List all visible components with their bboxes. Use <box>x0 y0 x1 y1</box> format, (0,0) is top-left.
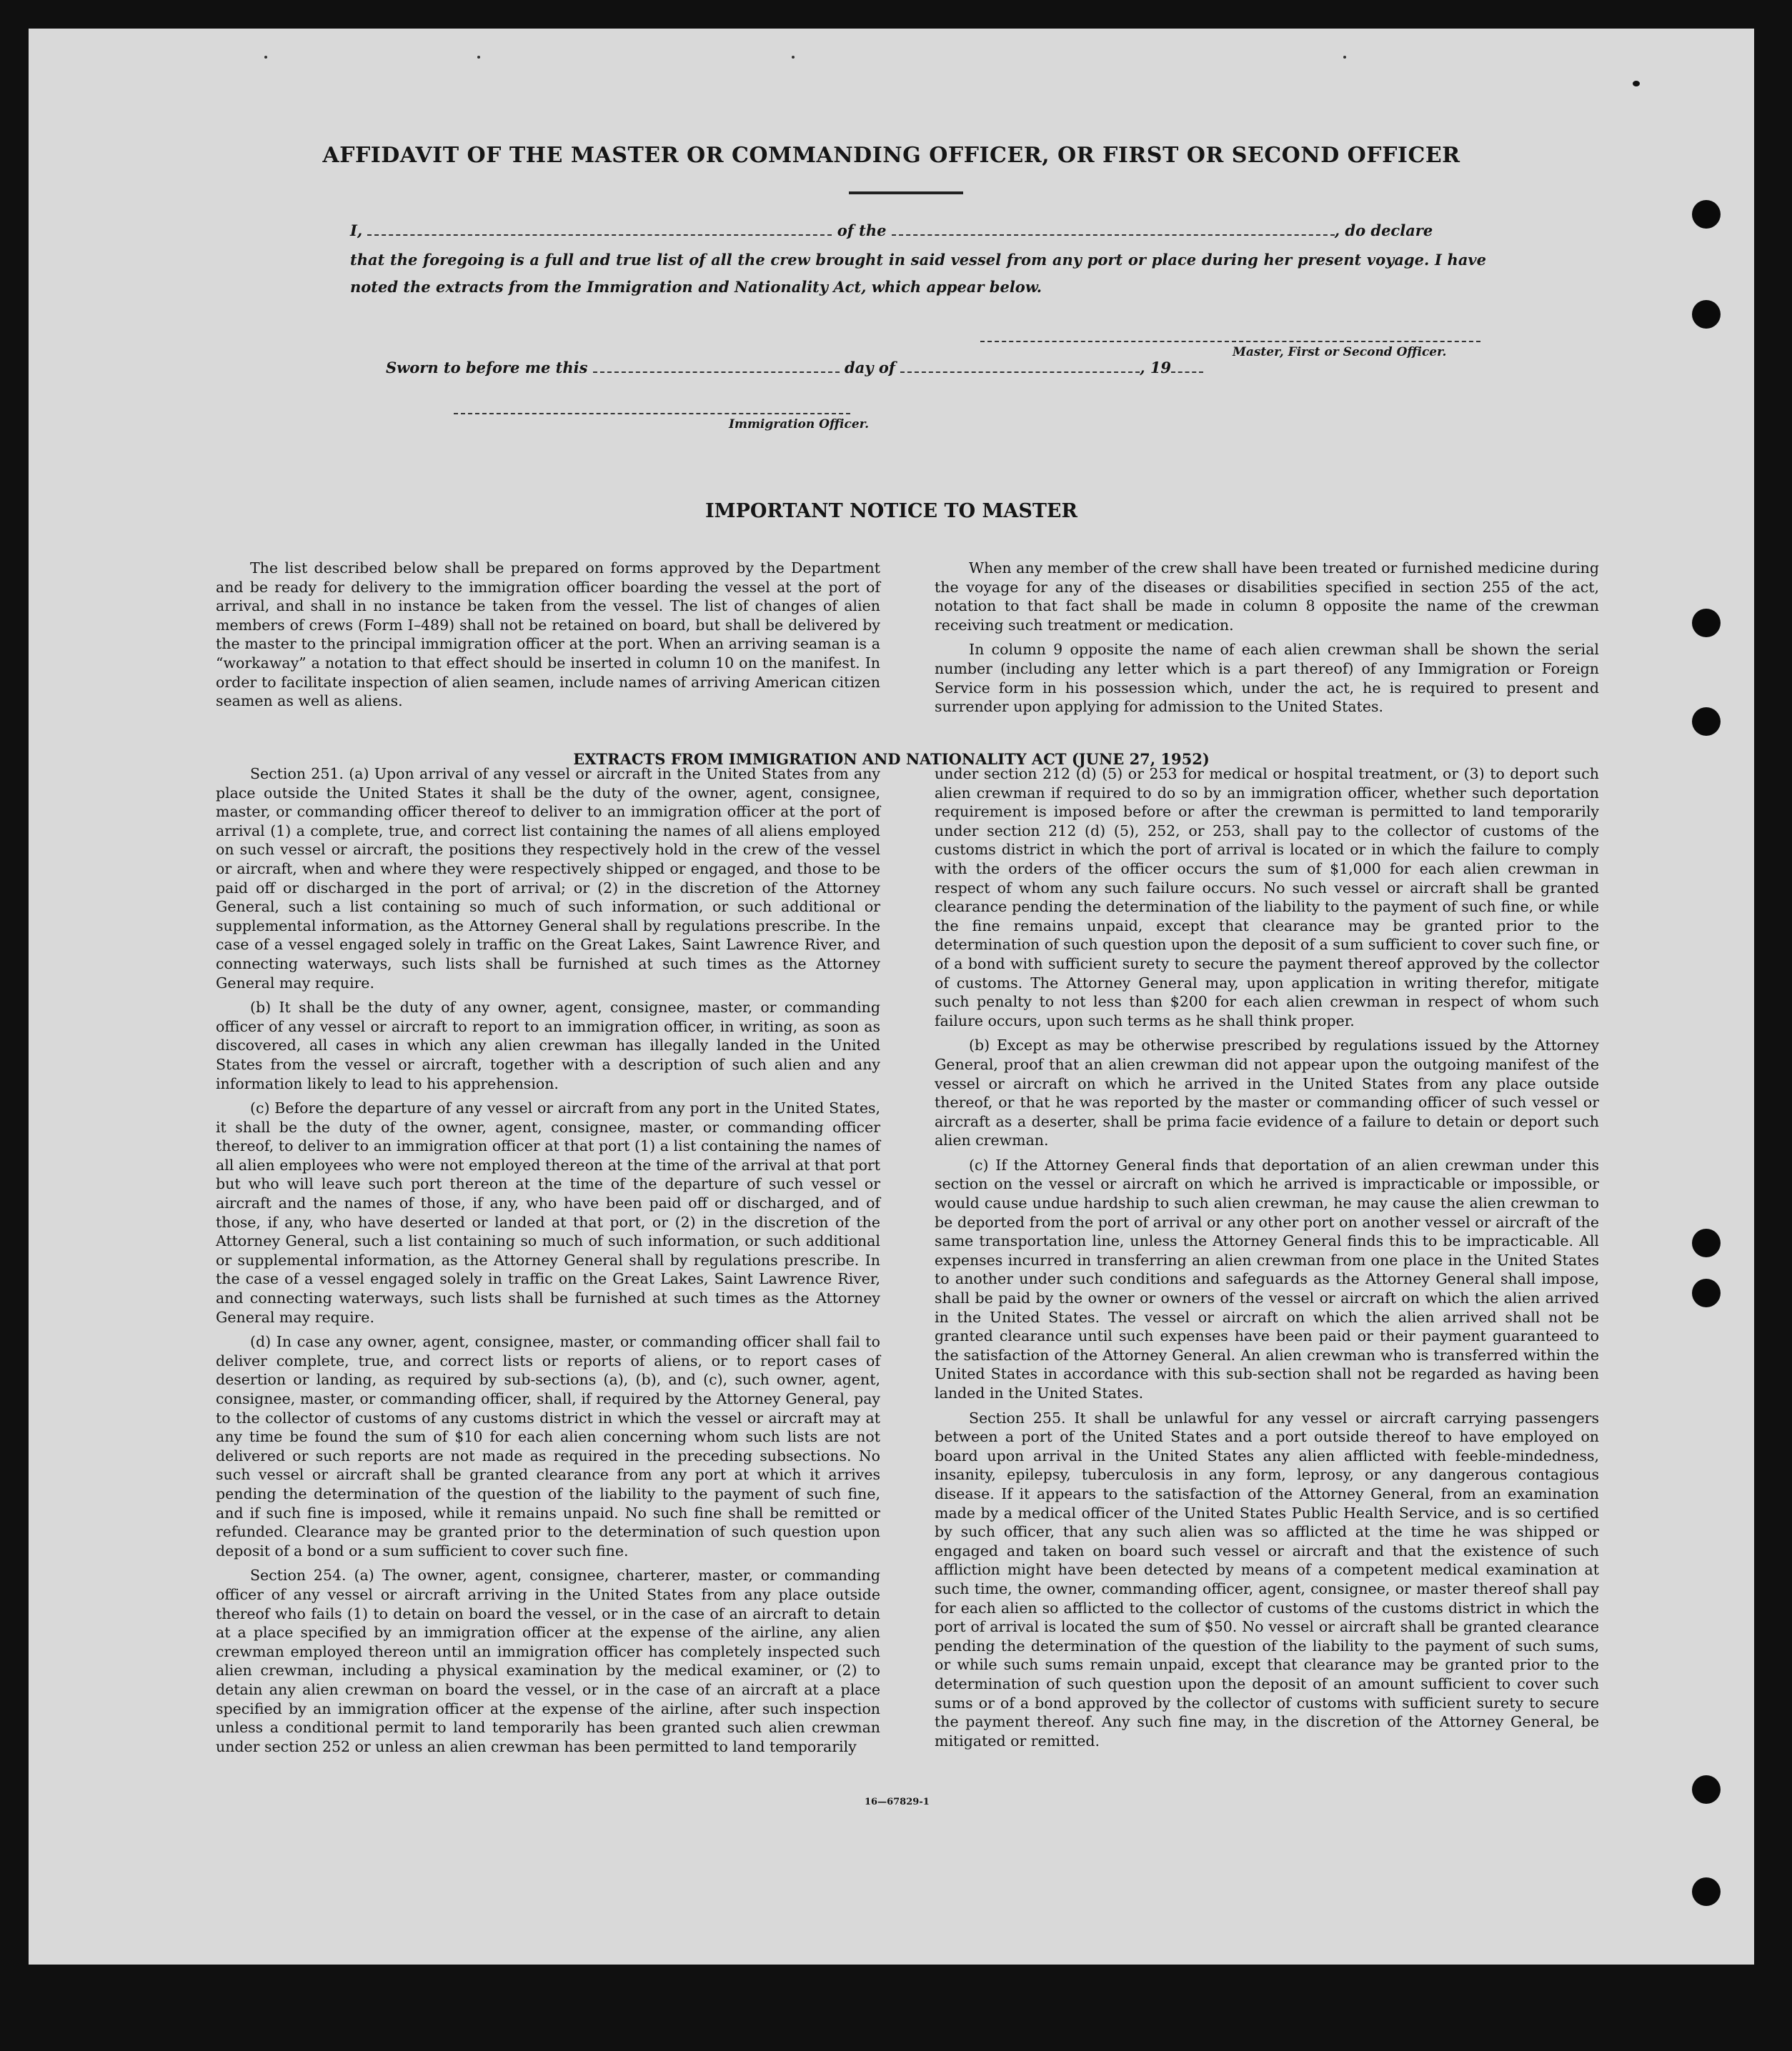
month-blank[interactable] <box>900 360 1140 373</box>
extract-paragraph: Section 251. (a) Upon arrival of any vessel or aircraft in the United States from any place outside the United States it shall be the duty of the owner, agent, consignee, master, or commanding officer thereof to deliver to an immigration officer at the port of arrival (1) a complete, true, and correct list containing the names of all aliens employed on such vessel or aircraft, the positions they respectively hold in the crew of the vessel or aircraft, when and where they were respectively shipped or engaged, and those to be paid off or discharged in the port of arrival; or (2) in the discretion of the Attorney General, such a list containing so much of such information, or such additional or supplemental information, as the Attorney General shall by regulations prescribe. In the case of a vessel engaged solely in traffic on the Great Lakes, Saint Lawrence River, and connecting waterways, such lists shall be furnished at such times as the Attorney General may require. <box>216 765 880 992</box>
notice-paragraph: In column 9 opposite the name of each alien crewman shall be shown the serial number (including any letter which is a part thereof) of any Immigration or Foreign Service form in his possession which, under the act, he is required to present and surrender upon applying for admission to the United States. <box>935 641 1599 716</box>
extracts-right-column <box>935 764 1599 1756</box>
master-signature-line[interactable] <box>980 341 1480 342</box>
top-ink-mark <box>1633 81 1640 86</box>
dust-speck <box>1343 56 1346 59</box>
name-blank[interactable] <box>367 223 832 236</box>
officer-signature-line[interactable] <box>454 413 850 414</box>
extract-paragraph: (b) Except as may be otherwise prescribed by regulations issued by the Attorney General, proof that an alien crewman did not appear upon the outgoing manifest of the vessel or aircraft on which he arrived in the United States from any place outside thereof, or that he was reported by the master or commanding officer of such vessel or aircraft as a deserter, shall be prima facie evidence of a failure to detain or deport such alien crewman. <box>935 1037 1599 1149</box>
i-label: I, <box>350 221 363 239</box>
punch-hole <box>1692 707 1721 736</box>
declaration-line <box>350 221 1486 239</box>
notice-paragraph: When any member of the crew shall have been treated or furnished medicine during the voyage for any of the diseases or disabilities specified in section 255 of the act, notation to that fact shall be made in column 8 opposite the name of the crewman receiving such treatment or medication. <box>935 559 1599 634</box>
extract-paragraph: (d) In case any owner, agent, consignee, master, or commanding officer shall fail to deliver complete, true, and correct lists or reports of aliens, or to report cases of desertion or landing, as required by sub-sections (a), (b), and (c), such owner, agent, consignee, master, or commanding officer, shall, if required by the Attorney General, pay to the collector of customs of any customs district in which the vessel or aircraft may at any time be found the sum of $10 for each alien concerning whom such lists are not delivered or such reports are not made as required in the preceding subsections. No such vessel or aircraft shall be granted clearance from any port at which it arrives pending the determination of the question of the liability to the payment of such fine, and if such fine is imposed, while it remains unpaid. No such fine shall be remitted or refunded. Clearance may be granted prior to the determination of such question upon deposit of a bond or a sum sufficient to cover such fine. <box>216 1333 880 1560</box>
dust-speck <box>477 56 480 59</box>
extract-paragraph: (c) If the Attorney General finds that deportation of an alien crewman under this section on the vessel or aircraft on which he arrived is impracticable or impossible, or would cause undue hardship to such alien crewman, he may cause the alien crewman to be deported from the port of arrival or any other port on another vessel or aircraft of the same transportation line, unless the Attorney General finds this to be impracticable. All expenses incurred in transferring an alien crewman from one place in the United States to another under such conditions and safeguards as the Attorney General shall impose, shall be paid by the owner or owners of the vessel or aircraft on which the alien arrived in the United States. The vessel or aircraft on which the alien arrived shall not be granted clearance until such expenses have been paid or their payment guaranteed to the satisfaction of the Attorney General. An alien crewman who is transferred within the United States in accordance with this sub-section shall not be regarded as having been landed in the United States. <box>935 1156 1599 1402</box>
notice-right-column <box>935 559 1599 722</box>
extracts-left-column <box>216 764 880 1762</box>
sworn-label: Sworn to before me this <box>386 359 588 376</box>
extract-paragraph: (c) Before the departure of any vessel or aircraft from any port in the United States, it shall be the duty of the owner, agent, consignee, master, or commanding officer thereof, to deliver to an immigration officer at that port (1) a list containing the names of all alien employees who were not employed thereon at the time of the arrival at that port but who will leave such port thereon at the time of the departure of such vessel or aircraft and the names of those, if any, who have been paid off or discharged, and of those, if any, who have deserted or landed at that port, or (2) in the discretion of the Attorney General, such a list containing so much of such information, or such additional or supplemental information, as the Attorney General shall by regulations prescribe. In the case of a vessel engaged solely in traffic on the Great Lakes, Saint Lawrence River, and connecting waterways, such lists shall be furnished at such times as the Attorney General may require. <box>216 1099 880 1326</box>
year-blank[interactable] <box>1171 360 1203 373</box>
extract-paragraph: Section 254. (a) The owner, agent, consignee, charterer, master, or commanding officer of any vessel or aircraft arriving in the United States from any place outside thereof who fails (1) to detain on board the vessel, or in the case of an aircraft to detain at a place specified by an immigration officer at the expense of the airline, any alien crewman employed thereon until an immigration officer has completely inspected such alien crewman, including a physical examination by the medical examiner, or (2) to detain any alien crewman on board the vessel, or in the case of an aircraft at a place specified by an immigration officer at the expense of the airline, after such inspection unless a conditional permit to land temporarily has been granted such alien crewman under section 252 or unless an alien crewman has been permitted to land temporarily <box>216 1567 880 1755</box>
dust-speck <box>264 56 267 59</box>
extract-paragraph: Section 255. It shall be unlawful for any vessel or aircraft carrying passengers between a port of the United States and a port outside thereof to have employed on board upon arrival in the United States any alien afflicted with feeble-mindedness, insanity, epilepsy, tuberculosis in any form, leprosy, or any dangerous contagious disease. If it appears to the satisfaction of the Attorney General, from an examination made by a medical officer of the United States Public Health Service, and is so certified by such officer, that any such alien was so afflicted at the time he was shipped or engaged and taken on board such vessel or aircraft and that the existence of such affliction might have been detected by means of a competent medical examination at such time, the owner, commanding officer, agent, consignee, or master thereof shall pay for each alien so afflicted to the collector of customs of the customs district in which the port of arrival is located the sum of $50. No vessel or aircraft shall be granted clearance pending the determination of the question of the liability to the payment of such sums, or while such sums remain unpaid, except that clearance may be granted prior to the determination of such question upon the deposit of an amount sufficient to cover such sums or of a bond approved by the collector of customs with sufficient surety to secure the payment thereof. Any such fine may, in the discretion of the Attorney General, be mitigated or remitted. <box>935 1409 1599 1750</box>
document-page <box>29 29 1754 1965</box>
notice-paragraph: The list described below shall be prepared on forms approved by the Department and be ready for delivery to the immigration officer boarding the vessel at the port of arrival, and shall in no instance be taken from the vessel. The list of changes of alien members of crews (Form I–489) shall not be retained on board, but shall be delivered by the master to the principal immigration officer at the port. When an arriving seaman is a “workaway” a notation to that effect should be inserted in column 10 on the manifest. In order to facilitate inspection of alien seamen, include names of arriving American citizen seamen as well as aliens. <box>216 559 880 710</box>
of-the-label: of the <box>837 221 887 239</box>
declaration-text: that the foregoing is a full and true list of all the crew brought in said vessel from any port or place during her present voyage. I have noted the extracts from the Immigration and Nationality Act, which appear below. <box>350 251 1486 296</box>
punch-hole <box>1692 1775 1721 1804</box>
punch-hole <box>1692 1279 1721 1307</box>
day-of-label: day of <box>845 359 895 376</box>
dust-speck <box>792 56 795 59</box>
title-underline <box>849 191 963 194</box>
punch-hole <box>1692 1877 1721 1906</box>
punch-hole <box>1692 300 1721 329</box>
punch-hole <box>1692 200 1721 229</box>
do-declare-label: , do declare <box>1334 221 1433 239</box>
punch-hole <box>1692 609 1721 637</box>
punch-hole <box>1692 1229 1721 1257</box>
extracts-title: EXTRACTS FROM IMMIGRATION AND NATIONALITY ACT (JUNE 27, 1952) <box>573 750 1210 768</box>
form-number: 16—67829-1 <box>865 1797 930 1807</box>
officer-signature-label: Immigration Officer. <box>729 417 869 431</box>
master-signature-label: Master, First or Second Officer. <box>1233 345 1447 359</box>
notice-left-column <box>216 559 880 717</box>
sworn-line <box>386 359 1203 376</box>
day-blank[interactable] <box>593 360 840 373</box>
extract-paragraph: (b) It shall be the duty of any owner, agent, consignee, master, or commanding officer of any vessel or aircraft to report to an immigration officer, in writing, as soon as discovered, all cases in which any alien crewman has illegally landed in the United States from the vessel or aircraft, together with a description of such alien and any information likely to lead to his apprehension. <box>216 999 880 1092</box>
vessel-blank[interactable] <box>892 223 1335 236</box>
affidavit-title: AFFIDAVIT OF THE MASTER OR COMMANDING OFFICER, OR FIRST OR SECOND OFFICER <box>322 143 1460 168</box>
notice-title: IMPORTANT NOTICE TO MASTER <box>705 500 1077 522</box>
year-label: , 19 <box>1140 359 1172 376</box>
extract-paragraph: under section 212 (d) (5) or 253 for medical or hospital treatment, or (3) to deport such alien crewman if required to do so by an immigration officer, whether such deportation requirement is imposed before or after the crewman is permitted to land temporarily under section 212 (d) (5), 252, or 253, shall pay to the collector of customs of the customs district in which the port of arrival is located or in which the failure to comply with the orders of the officer occurs the sum of $1,000 for each alien crewman in respect of whom any such failure occurs. No such vessel or aircraft shall be granted clearance pending the determination of the liability to the payment of such fine, or while the fine remains unpaid, except that clearance may be granted prior to the determination of such question upon the deposit of a sum sufficient to cover such fine, or of a bond with sufficient surety to secure the payment thereof approved by the collector of customs. The Attorney General may, upon application in writing therefor, mitigate such penalty to not less than $200 for each alien crewman in respect of whom such failure occurs, upon such terms as he shall think proper. <box>935 765 1599 1029</box>
